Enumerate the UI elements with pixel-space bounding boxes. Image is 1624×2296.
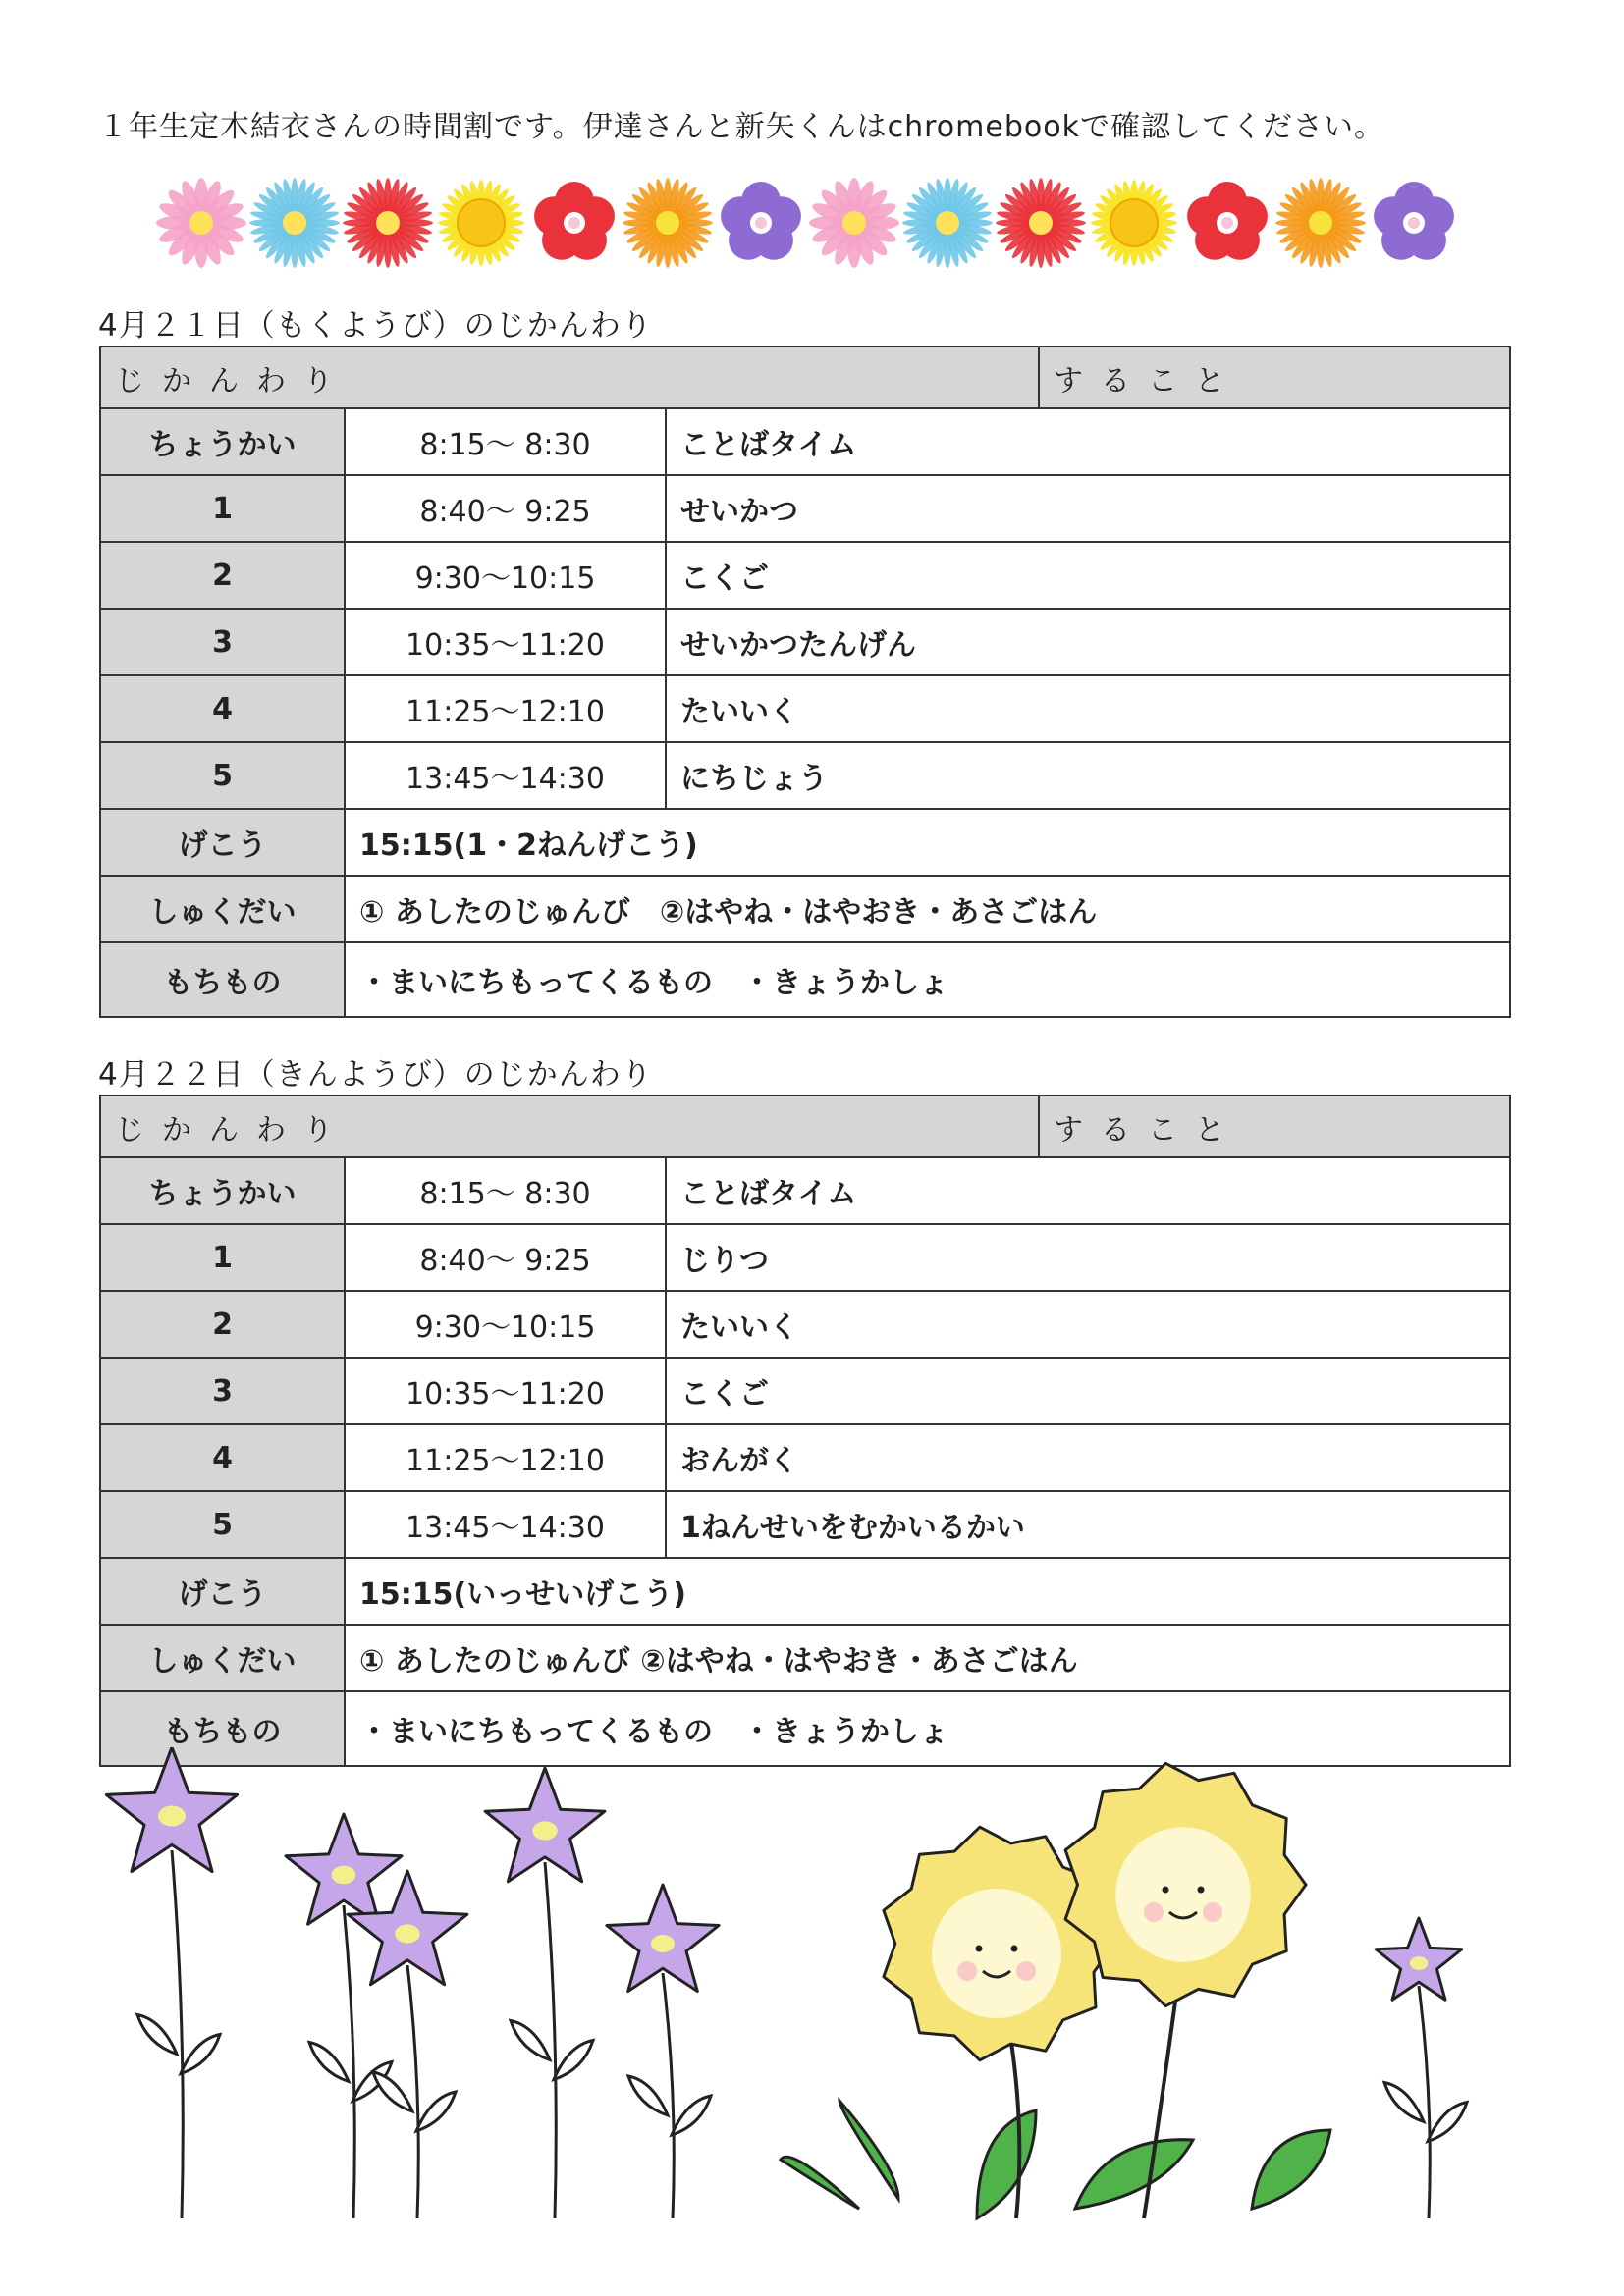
items-value: ・まいにちもってくるもの ・きょうかしょ <box>345 1691 1510 1766</box>
time-cell: 13:45～14:30 <box>345 1491 666 1558</box>
period-cell: 2 <box>100 542 345 609</box>
day2-title: 4月２２日（きんようび）のじかんわり <box>98 1057 653 1093</box>
period-cell: 3 <box>100 1358 345 1424</box>
homework-row <box>100 1625 1510 1691</box>
time-cell: 8:15～ 8:30 <box>345 408 666 475</box>
gekou-value: 15:15(いっせいげこう) <box>345 1558 1510 1625</box>
table-row <box>100 408 1510 475</box>
dandelion-icon <box>1065 1763 1306 2005</box>
flower-icon <box>534 182 615 260</box>
table-row <box>100 742 1510 809</box>
header-jikanwari: じかんわり <box>100 1095 1039 1157</box>
header-surukoto: すること <box>1039 347 1510 408</box>
activity-cell: じりつ <box>666 1224 1510 1291</box>
header-jikanwari: じかんわり <box>100 347 1039 408</box>
leaf-icon <box>781 2157 859 2209</box>
period-cell: 4 <box>100 675 345 742</box>
flower-icon <box>721 182 801 260</box>
leaf-icon <box>1252 2130 1330 2209</box>
time-cell: 8:40～ 9:25 <box>345 475 666 542</box>
table-row <box>100 609 1510 675</box>
flower-icon <box>809 178 899 268</box>
gekou-value: 15:15(1・2ねんげこう) <box>345 809 1510 876</box>
flower-icon <box>1374 182 1454 260</box>
time-cell: 10:35～11:20 <box>345 609 666 675</box>
homework-value: ① あしたのじゅんび ②はやね・はやおき・あさごはん <box>345 876 1510 942</box>
activity-cell: こくご <box>666 542 1510 609</box>
activity-cell: 1ねんせいをむかいるかい <box>666 1491 1510 1558</box>
table-row <box>100 1491 1510 1558</box>
activity-cell: せいかつたんげん <box>666 609 1510 675</box>
gekou-label: げこう <box>100 809 345 876</box>
flower-icon <box>438 180 524 266</box>
day1-title: 4月２１日（もくようび）のじかんわり <box>98 308 653 344</box>
table-header-row <box>100 1095 1510 1157</box>
flower-icon <box>996 178 1086 268</box>
flower-icon <box>249 178 340 268</box>
flower-icon <box>623 178 713 268</box>
homework-label: しゅくだい <box>100 1625 345 1691</box>
period-cell: 1 <box>100 1224 345 1291</box>
leaf-icon <box>1075 2140 1193 2209</box>
items-label: もちもの <box>100 942 345 1017</box>
time-cell: 11:25～12:10 <box>345 675 666 742</box>
period-cell: 2 <box>100 1291 345 1358</box>
time-cell: 8:15～ 8:30 <box>345 1157 666 1224</box>
flower-icon <box>902 178 993 268</box>
table-row <box>100 1358 1510 1424</box>
day2-timetable <box>99 1095 1511 1767</box>
intro-text: １年生定木結衣さんの時間割です。伊達さんと新矢くんはchromebookで確認してください。 <box>98 110 1384 144</box>
flower-icon <box>156 178 246 268</box>
time-cell: 10:35～11:20 <box>345 1358 666 1424</box>
table-row <box>100 675 1510 742</box>
items-row <box>100 942 1510 1017</box>
table-row <box>100 1224 1510 1291</box>
leaf-icon <box>977 2110 1036 2218</box>
period-cell: ちょうかい <box>100 408 345 475</box>
flower-icon <box>1275 178 1366 268</box>
table-row <box>100 1291 1510 1358</box>
time-cell: 8:40～ 9:25 <box>345 1224 666 1291</box>
gekou-row <box>100 809 1510 876</box>
activity-cell: おんがく <box>666 1424 1510 1491</box>
items-value: ・まいにちもってくるもの ・きょうかしょ <box>345 942 1510 1017</box>
table-row <box>100 542 1510 609</box>
period-cell: 5 <box>100 742 345 809</box>
flower-icon <box>343 178 433 268</box>
homework-row <box>100 876 1510 942</box>
time-cell: 13:45～14:30 <box>345 742 666 809</box>
time-cell: 11:25～12:10 <box>345 1424 666 1491</box>
homework-value: ① あしたのじゅんび ②はやね・はやおき・あさごはん <box>345 1625 1510 1691</box>
activity-cell: こくご <box>666 1358 1510 1424</box>
activity-cell: ことばタイム <box>666 408 1510 475</box>
period-cell: 3 <box>100 609 345 675</box>
activity-cell: にちじょう <box>666 742 1510 809</box>
table-row <box>100 1157 1510 1224</box>
table-header-row <box>100 347 1510 408</box>
day1-timetable <box>99 346 1511 1018</box>
flowers-illustration <box>93 1747 1527 2238</box>
homework-label: しゅくだい <box>100 876 345 942</box>
activity-cell: せいかつ <box>666 475 1510 542</box>
period-cell: 5 <box>100 1491 345 1558</box>
gekou-row <box>100 1558 1510 1625</box>
flower-strip-decoration <box>152 169 1468 277</box>
leaf-icon <box>839 2101 898 2199</box>
gekou-label: げこう <box>100 1558 345 1625</box>
period-cell: ちょうかい <box>100 1157 345 1224</box>
period-cell: 1 <box>100 475 345 542</box>
items-label: もちもの <box>100 1691 345 1766</box>
activity-cell: ことばタイム <box>666 1157 1510 1224</box>
flower-icon <box>1187 182 1268 260</box>
table-row <box>100 1424 1510 1491</box>
time-cell: 9:30～10:15 <box>345 1291 666 1358</box>
header-surukoto: すること <box>1039 1095 1510 1157</box>
table-row <box>100 475 1510 542</box>
flower-icon <box>1091 180 1177 266</box>
activity-cell: たいいく <box>666 675 1510 742</box>
time-cell: 9:30～10:15 <box>345 542 666 609</box>
activity-cell: たいいく <box>666 1291 1510 1358</box>
period-cell: 4 <box>100 1424 345 1491</box>
